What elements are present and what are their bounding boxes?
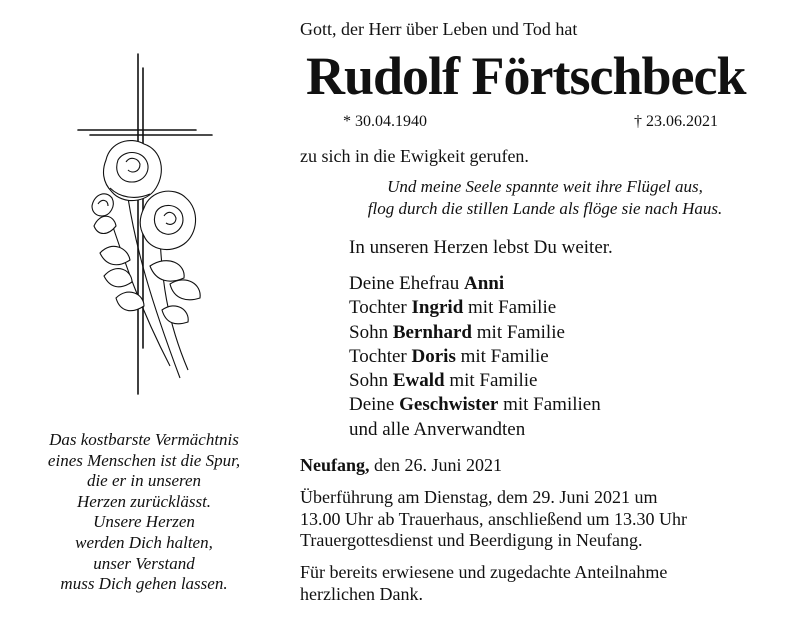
hearts-line: In unseren Herzen lebst Du weiter. (349, 237, 613, 258)
poem-line: werden Dich halten, (75, 532, 213, 552)
family-member: Deine Geschwister mit Familien (349, 394, 601, 416)
family-member: Sohn Ewald mit Familie (349, 370, 538, 392)
intro-line: Gott, der Herr über Leben und Tod hat (300, 19, 578, 39)
family-member: Deine Ehefrau Anni (349, 273, 505, 294)
poem-line: muss Dich gehen lassen. (60, 574, 228, 594)
funeral-details (300, 487, 687, 552)
death-date: † 23.06.2021 (634, 113, 718, 130)
family-member: Tochter Doris mit Familie (349, 345, 549, 367)
poem-line: Das kostbarste Vermächtnis (49, 430, 239, 449)
memorial-poem (18, 430, 270, 595)
cross-with-roses-icon (70, 48, 220, 398)
poem-line: Unsere Herzen (93, 512, 195, 532)
family-member: und alle Anverwandten (349, 418, 526, 440)
poem-line: Herzen zurücklässt. (76, 491, 212, 511)
family-member: Sohn Bernhard mit Familie (349, 321, 565, 343)
family-list (349, 272, 601, 442)
funeral-line: 13.00 Uhr ab Trauerhaus, anschließend um 13.30 Uhr (300, 508, 687, 529)
thanks-note (300, 562, 667, 605)
intro-line-2: zu sich in die Ewigkeit gerufen. (300, 146, 529, 166)
funeral-line: Trauergottesdienst und Beerdigung in Neufang. (300, 530, 643, 550)
thanks-line: herzlichen Dank. (300, 583, 423, 604)
funeral-line: Überführung am Dienstag, dem 29. Juni 2021 um (300, 487, 658, 507)
family-member: Tochter Ingrid mit Familie (349, 297, 557, 319)
quote (300, 176, 790, 219)
birth-date: * 30.04.1940 (343, 113, 427, 130)
place-town: Neufang, (300, 455, 370, 475)
deceased-name: Rudolf Förtschbeck (306, 46, 746, 106)
quote-line: flog durch die stillen Lande als flöge sie nach Haus. (367, 198, 723, 218)
poem-line: die er in unseren (86, 471, 202, 491)
thanks-line: Für bereits erwiesene und zugedachte Anteilnahme (300, 562, 668, 582)
poem-line: eines Menschen ist die Spur, (47, 450, 241, 470)
quote-line: Und meine Seele spannte weit ihre Flügel aus, (387, 177, 703, 196)
place-date-text: den 26. Juni 2021 (369, 455, 503, 475)
poem-line: unser Verstand (93, 553, 195, 573)
place-date (300, 455, 502, 476)
